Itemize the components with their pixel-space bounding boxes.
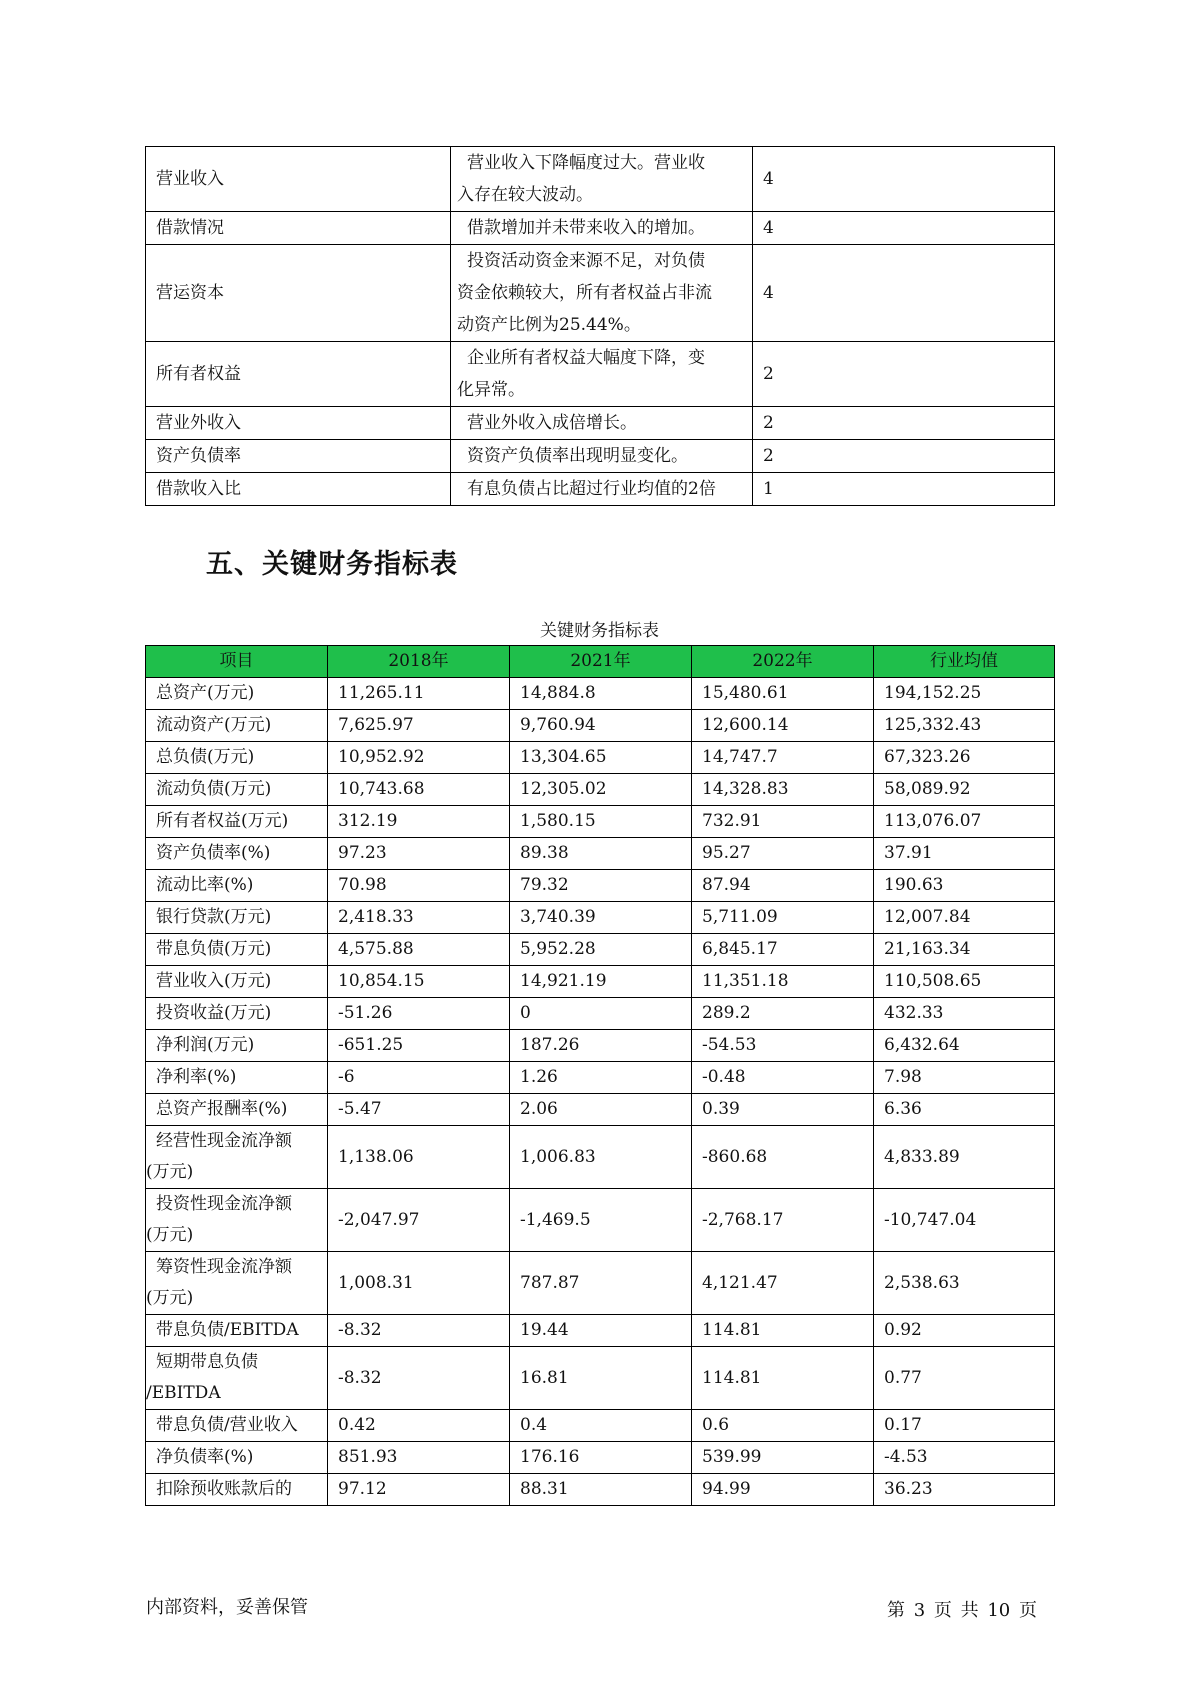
indicator-value: 2,538.63 <box>874 1252 1055 1315</box>
indicator-value: -54.53 <box>692 1030 874 1062</box>
risk-item: 资产负债率 <box>146 440 451 473</box>
risk-description-line: 动资产比例为25.44%。 <box>457 315 641 335</box>
indicator-value: 87.94 <box>692 870 874 902</box>
indicator-value: -1,469.5 <box>510 1189 692 1252</box>
table-row <box>146 742 1055 774</box>
risk-description-line: 资资产负债率出现明显变化。 <box>467 446 688 466</box>
risk-table <box>145 146 1055 506</box>
footer-page-number: 第 3 页 共 10 页 <box>887 1600 1037 1621</box>
risk-description-line: 营业收入下降幅度过大。营业收 <box>467 153 705 173</box>
indicator-value: 539.99 <box>692 1442 874 1474</box>
indicator-name-line: (万元) <box>146 1288 194 1308</box>
indicator-value: 95.27 <box>692 838 874 870</box>
risk-item: 借款收入比 <box>146 473 451 506</box>
indicator-value: 0.4 <box>510 1410 692 1442</box>
indicator-value: 14,884.8 <box>510 678 692 710</box>
table-row <box>146 806 1055 838</box>
indicator-name <box>146 1126 328 1189</box>
risk-description <box>451 407 753 440</box>
table-row <box>146 710 1055 742</box>
indicator-value: 16.81 <box>510 1347 692 1410</box>
table-row <box>146 245 1055 342</box>
table-row <box>146 1410 1055 1442</box>
risk-description <box>451 212 753 245</box>
indicator-value: 19.44 <box>510 1315 692 1347</box>
indicator-value: 9,760.94 <box>510 710 692 742</box>
indicator-value: 851.93 <box>328 1442 510 1474</box>
indicator-value: 5,711.09 <box>692 902 874 934</box>
indicator-value: 1,006.83 <box>510 1126 692 1189</box>
risk-description-line: 借款增加并未带来收入的增加。 <box>467 218 705 238</box>
financial-table-header <box>146 646 1055 678</box>
header-item: 项目 <box>146 646 328 678</box>
risk-item: 营业收入 <box>146 147 451 212</box>
indicator-value: 190.63 <box>874 870 1055 902</box>
risk-description-line: 资金依赖较大，所有者权益占非流 <box>457 283 712 303</box>
indicator-name-line: 流动资产(万元) <box>156 715 272 735</box>
table-row <box>146 147 1055 212</box>
indicator-value: 7.98 <box>874 1062 1055 1094</box>
indicator-name-line: 总资产报酬率(%) <box>156 1099 288 1119</box>
indicator-value: 0.92 <box>874 1315 1055 1347</box>
table-row <box>146 1189 1055 1252</box>
indicator-value: 187.26 <box>510 1030 692 1062</box>
risk-item: 借款情况 <box>146 212 451 245</box>
indicator-value: 88.31 <box>510 1474 692 1506</box>
indicator-value: 11,265.11 <box>328 678 510 710</box>
indicator-name <box>146 1315 328 1347</box>
indicator-value: 10,952.92 <box>328 742 510 774</box>
indicator-name-line: 所有者权益(万元) <box>156 811 289 831</box>
indicator-name <box>146 710 328 742</box>
risk-description-line: 化异常。 <box>457 380 525 400</box>
table-row <box>146 342 1055 407</box>
indicator-value: 10,743.68 <box>328 774 510 806</box>
indicator-value: 2,418.33 <box>328 902 510 934</box>
indicator-value: -860.68 <box>692 1126 874 1189</box>
indicator-value: 14,921.19 <box>510 966 692 998</box>
indicator-name <box>146 1030 328 1062</box>
table-row <box>146 1030 1055 1062</box>
table-row <box>146 678 1055 710</box>
table-row <box>146 934 1055 966</box>
risk-score: 4 <box>753 245 1055 342</box>
indicator-name-line: /EBITDA <box>146 1383 221 1403</box>
indicator-value: 12,600.14 <box>692 710 874 742</box>
indicator-value: 70.98 <box>328 870 510 902</box>
indicator-name <box>146 1094 328 1126</box>
indicator-name <box>146 838 328 870</box>
indicator-name-line: 筹资性现金流净额 <box>156 1257 292 1277</box>
indicator-value: 4,833.89 <box>874 1126 1055 1189</box>
indicator-value: 58,089.92 <box>874 774 1055 806</box>
indicator-name-line: 经营性现金流净额 <box>156 1131 292 1151</box>
header-2018: 2018年 <box>328 646 510 678</box>
indicator-value: -8.32 <box>328 1347 510 1410</box>
indicator-value: 14,747.7 <box>692 742 874 774</box>
indicator-value: 4,121.47 <box>692 1252 874 1315</box>
risk-score: 1 <box>753 473 1055 506</box>
indicator-value: 1,580.15 <box>510 806 692 838</box>
indicator-value: 125,332.43 <box>874 710 1055 742</box>
indicator-value: 114.81 <box>692 1347 874 1410</box>
indicator-value: 2.06 <box>510 1094 692 1126</box>
indicator-name-line: 投资性现金流净额 <box>156 1194 292 1214</box>
indicator-value: 3,740.39 <box>510 902 692 934</box>
table-row <box>146 212 1055 245</box>
indicator-value: -0.48 <box>692 1062 874 1094</box>
indicator-value: 97.23 <box>328 838 510 870</box>
indicator-name <box>146 678 328 710</box>
indicator-name <box>146 966 328 998</box>
indicator-name-line: 总负债(万元) <box>156 747 255 767</box>
indicator-name-line: 净利率(%) <box>156 1067 237 1087</box>
indicator-value: 0.42 <box>328 1410 510 1442</box>
indicator-value: 1.26 <box>510 1062 692 1094</box>
risk-score: 4 <box>753 212 1055 245</box>
indicator-value: 312.19 <box>328 806 510 838</box>
indicator-name <box>146 1062 328 1094</box>
indicator-value: 194,152.25 <box>874 678 1055 710</box>
indicator-name-line: 投资收益(万元) <box>156 1003 272 1023</box>
indicator-name-line: 短期带息负债 <box>156 1352 258 1372</box>
indicator-value: 289.2 <box>692 998 874 1030</box>
indicator-value: -10,747.04 <box>874 1189 1055 1252</box>
risk-score: 2 <box>753 342 1055 407</box>
risk-description <box>451 147 753 212</box>
indicator-value: 110,508.65 <box>874 966 1055 998</box>
indicator-name <box>146 742 328 774</box>
indicator-value: 0.17 <box>874 1410 1055 1442</box>
section-heading: 五、关键财务指标表 <box>206 549 458 580</box>
indicator-name <box>146 870 328 902</box>
indicator-value: 10,854.15 <box>328 966 510 998</box>
table-row <box>146 1442 1055 1474</box>
indicator-value: 0.77 <box>874 1347 1055 1410</box>
indicator-name <box>146 934 328 966</box>
indicator-value: -51.26 <box>328 998 510 1030</box>
indicator-name <box>146 1442 328 1474</box>
risk-score: 2 <box>753 407 1055 440</box>
indicator-name-line: 资产负债率(%) <box>156 843 271 863</box>
table-row <box>146 1126 1055 1189</box>
indicator-value: 14,328.83 <box>692 774 874 806</box>
table-row <box>146 870 1055 902</box>
indicator-name-line: 扣除预收账款后的 <box>156 1479 292 1499</box>
indicator-value: 15,480.61 <box>692 678 874 710</box>
indicator-value: -651.25 <box>328 1030 510 1062</box>
indicator-value: 732.91 <box>692 806 874 838</box>
footer-confidential-note: 内部资料，妥善保管 <box>146 1597 308 1618</box>
indicator-value: 176.16 <box>510 1442 692 1474</box>
risk-table-body <box>146 147 1055 506</box>
table-row <box>146 838 1055 870</box>
indicator-name <box>146 1189 328 1252</box>
indicator-value: 21,163.34 <box>874 934 1055 966</box>
indicator-value: 79.32 <box>510 870 692 902</box>
table-row <box>146 1094 1055 1126</box>
financial-table-body <box>146 678 1055 1506</box>
indicator-value: 432.33 <box>874 998 1055 1030</box>
risk-item: 营业外收入 <box>146 407 451 440</box>
indicator-name <box>146 1252 328 1315</box>
risk-description <box>451 342 753 407</box>
risk-description-line: 营业外收入成倍增长。 <box>467 413 637 433</box>
table-row <box>146 998 1055 1030</box>
table-row <box>146 440 1055 473</box>
indicator-value: 37.91 <box>874 838 1055 870</box>
indicator-name-line: 带息负债/EBITDA <box>156 1320 299 1340</box>
indicator-value: 6,432.64 <box>874 1030 1055 1062</box>
indicator-value: -8.32 <box>328 1315 510 1347</box>
indicator-name-line: 流动比率(%) <box>156 875 254 895</box>
risk-score: 4 <box>753 147 1055 212</box>
risk-description-line: 企业所有者权益大幅度下降，变 <box>467 348 705 368</box>
indicator-name-line: 净负债率(%) <box>156 1447 254 1467</box>
indicator-name <box>146 774 328 806</box>
header-2021: 2021年 <box>510 646 692 678</box>
table-row <box>146 407 1055 440</box>
indicator-name <box>146 1410 328 1442</box>
indicator-name <box>146 902 328 934</box>
indicator-name-line: 流动负债(万元) <box>156 779 272 799</box>
risk-description <box>451 440 753 473</box>
indicator-name <box>146 998 328 1030</box>
indicator-value: 0.6 <box>692 1410 874 1442</box>
indicator-value: 67,323.26 <box>874 742 1055 774</box>
table-caption: 关键财务指标表 <box>540 621 659 641</box>
indicator-name-line: 净利润(万元) <box>156 1035 255 1055</box>
table-row <box>146 1315 1055 1347</box>
risk-item: 营运资本 <box>146 245 451 342</box>
indicator-name <box>146 806 328 838</box>
indicator-value: 1,008.31 <box>328 1252 510 1315</box>
table-row <box>146 1347 1055 1410</box>
indicator-value: 11,351.18 <box>692 966 874 998</box>
risk-description-line: 投资活动资金来源不足，对负债 <box>467 251 705 271</box>
table-row <box>146 966 1055 998</box>
indicator-value: 12,007.84 <box>874 902 1055 934</box>
indicator-value: 0.39 <box>692 1094 874 1126</box>
indicator-name <box>146 1347 328 1410</box>
indicator-value: 13,304.65 <box>510 742 692 774</box>
header-2022: 2022年 <box>692 646 874 678</box>
indicator-value: -6 <box>328 1062 510 1094</box>
risk-description <box>451 473 753 506</box>
indicator-value: -2,047.97 <box>328 1189 510 1252</box>
indicator-value: -5.47 <box>328 1094 510 1126</box>
indicator-name-line: (万元) <box>146 1225 194 1245</box>
indicator-value: 7,625.97 <box>328 710 510 742</box>
indicator-value: 89.38 <box>510 838 692 870</box>
table-row <box>146 1252 1055 1315</box>
indicator-value: 6.36 <box>874 1094 1055 1126</box>
financial-indicator-table <box>145 645 1055 1506</box>
table-row <box>146 473 1055 506</box>
indicator-value: 1,138.06 <box>328 1126 510 1189</box>
indicator-name-line: 带息负债/营业收入 <box>156 1415 298 1435</box>
indicator-value: 97.12 <box>328 1474 510 1506</box>
indicator-value: 36.23 <box>874 1474 1055 1506</box>
table-row <box>146 1474 1055 1506</box>
indicator-value: -4.53 <box>874 1442 1055 1474</box>
indicator-value: -2,768.17 <box>692 1189 874 1252</box>
indicator-name-line: 带息负债(万元) <box>156 939 272 959</box>
header-industry-avg: 行业均值 <box>874 646 1055 678</box>
risk-description <box>451 245 753 342</box>
indicator-value: 12,305.02 <box>510 774 692 806</box>
indicator-name-line: 营业收入(万元) <box>156 971 272 991</box>
indicator-value: 113,076.07 <box>874 806 1055 838</box>
indicator-value: 114.81 <box>692 1315 874 1347</box>
table-row <box>146 1062 1055 1094</box>
indicator-name-line: 银行贷款(万元) <box>156 907 272 927</box>
table-row <box>146 902 1055 934</box>
indicator-value: 0 <box>510 998 692 1030</box>
risk-description-line: 入存在较大波动。 <box>457 185 593 205</box>
indicator-value: 94.99 <box>692 1474 874 1506</box>
risk-item: 所有者权益 <box>146 342 451 407</box>
table-row <box>146 774 1055 806</box>
indicator-name-line: (万元) <box>146 1162 194 1182</box>
risk-score: 2 <box>753 440 1055 473</box>
indicator-value: 787.87 <box>510 1252 692 1315</box>
indicator-name-line: 总资产(万元) <box>156 683 255 703</box>
risk-description-line: 有息负债占比超过行业均值的2倍 <box>467 479 716 499</box>
indicator-name <box>146 1474 328 1506</box>
indicator-value: 6,845.17 <box>692 934 874 966</box>
indicator-value: 5,952.28 <box>510 934 692 966</box>
indicator-value: 4,575.88 <box>328 934 510 966</box>
